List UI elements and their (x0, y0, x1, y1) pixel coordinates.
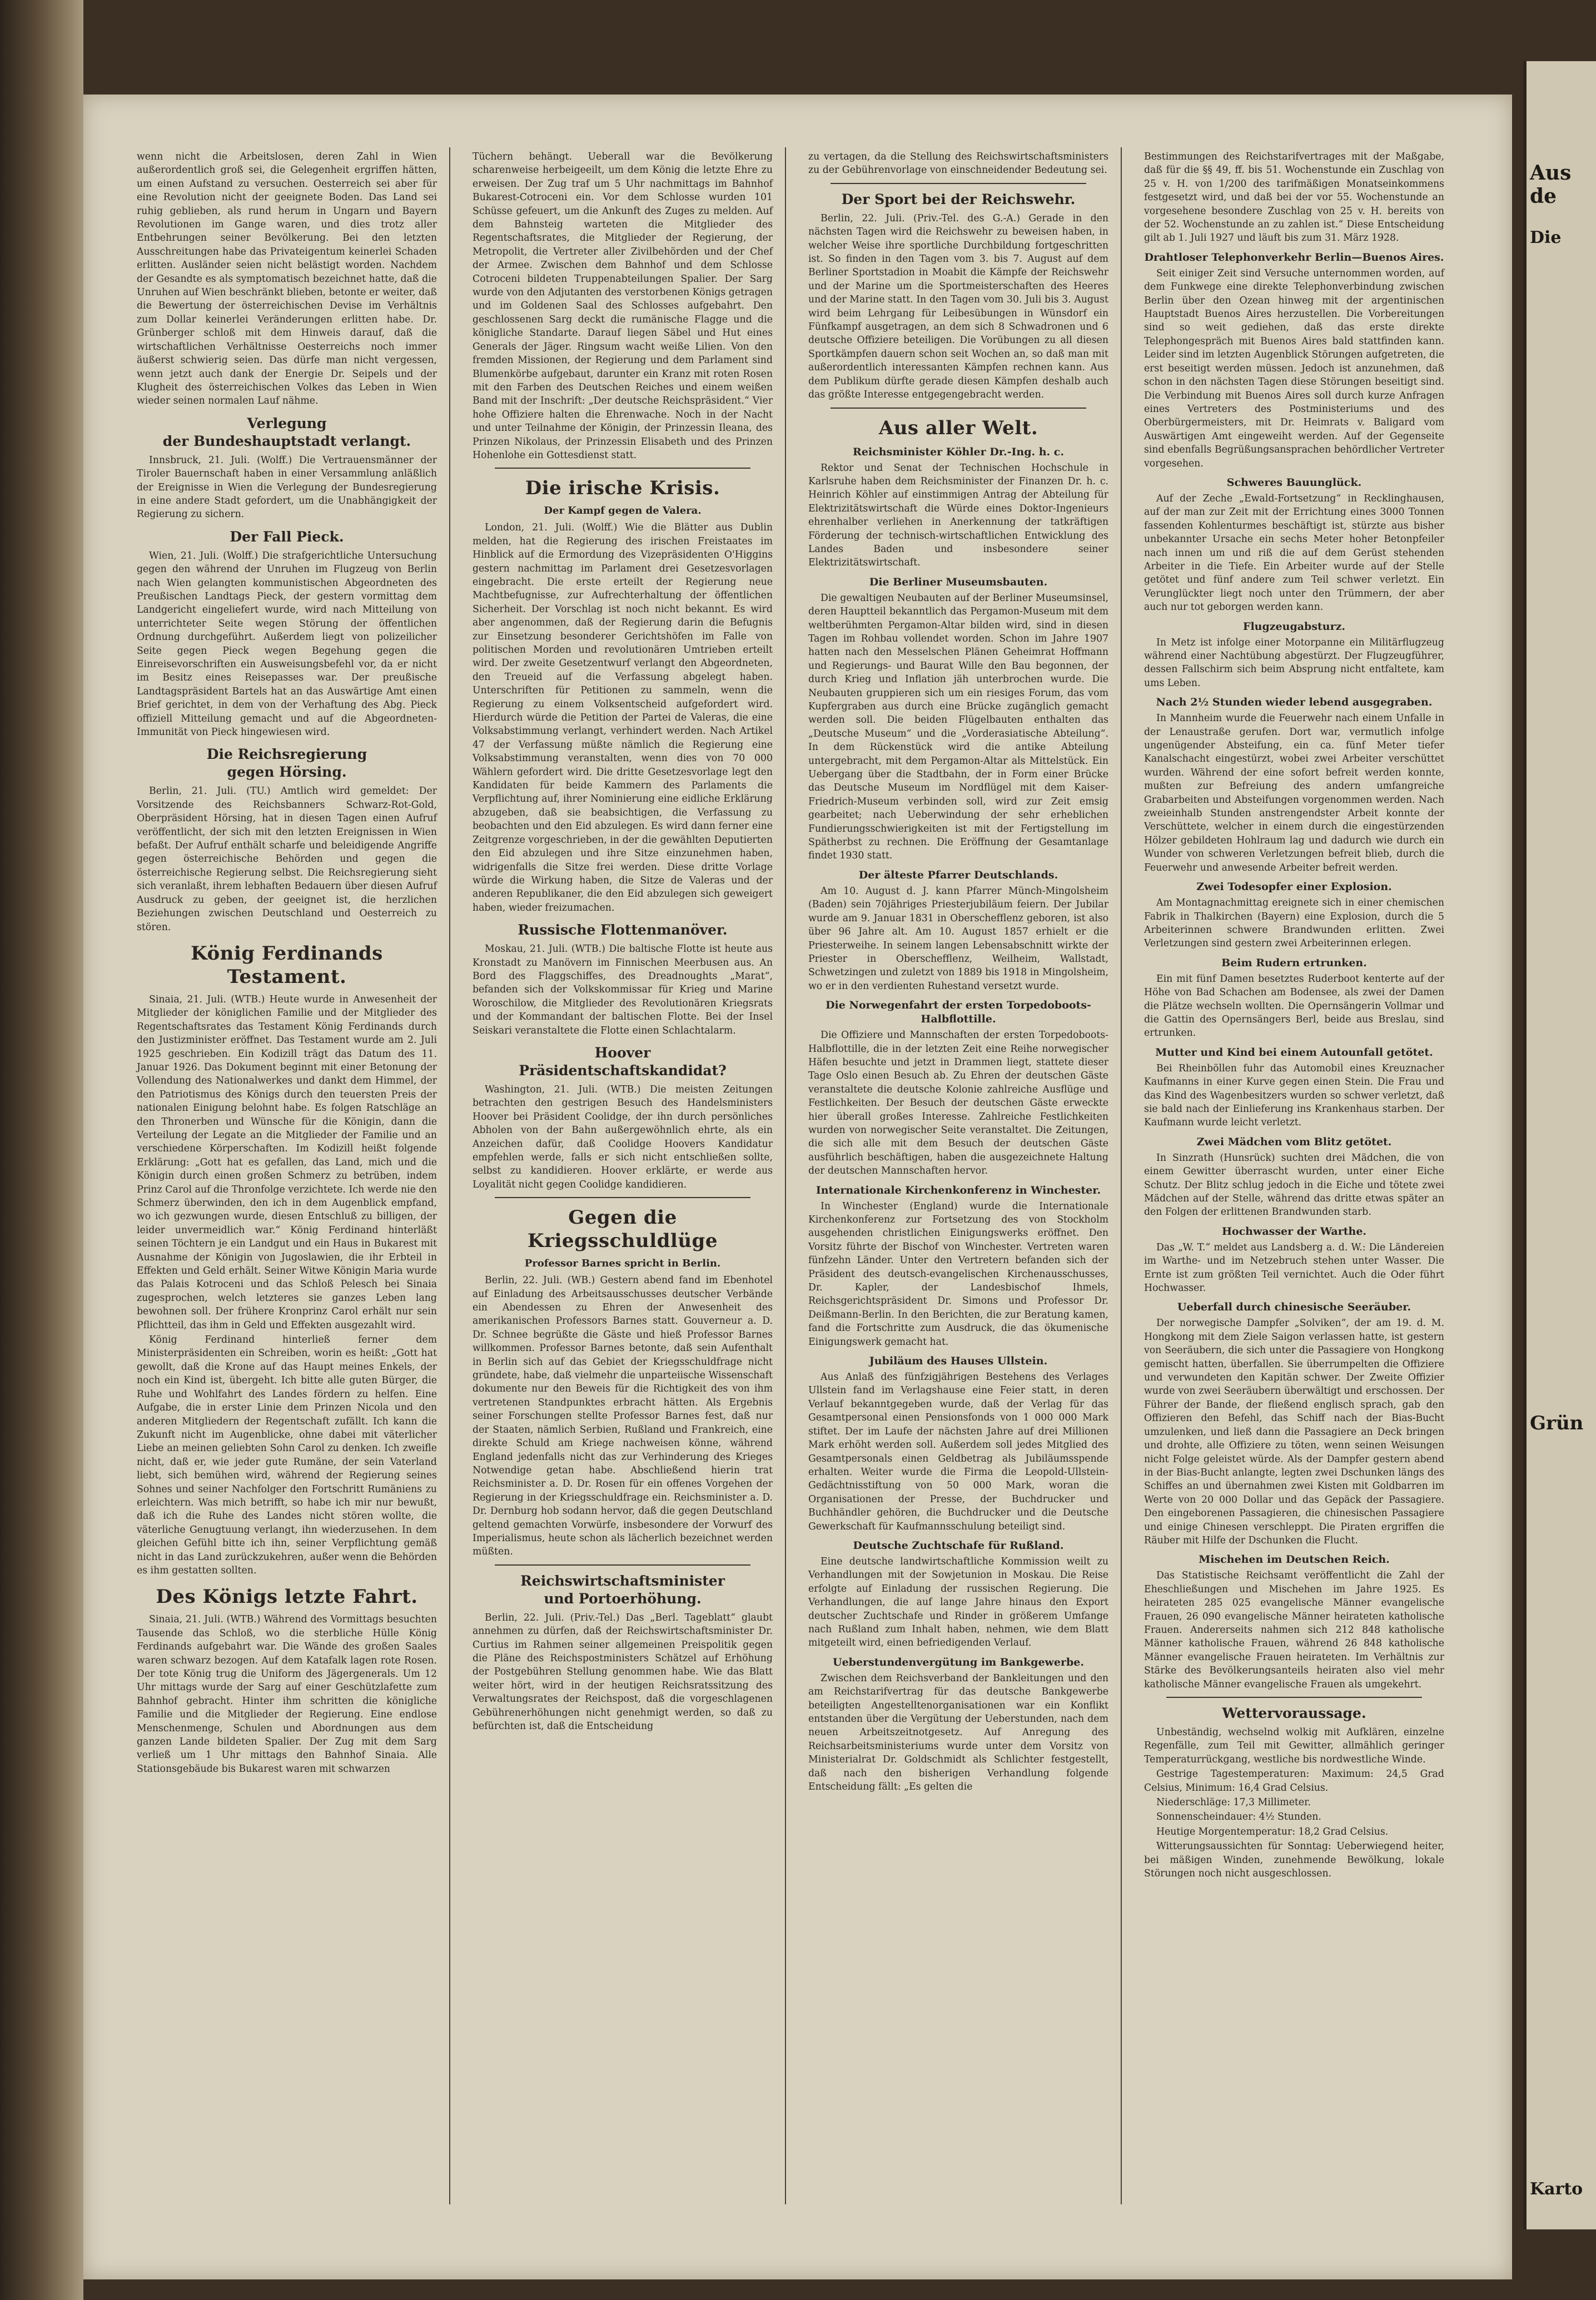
headline: Russische Flottenmanöver. (518, 922, 728, 938)
divider (495, 1564, 750, 1566)
article-text: In Sinzrath (Hunsrück) suchten drei Mädchen, die von einem Gewitter überrascht wurden, unter einer Eiche Schutz. Der Blitz schlug jedoch in die Eiche und tötete zwei Mädchen auf der Stelle, während das dritte etwas später an den Folgen der erlittenen Brandwunden starb. (1144, 1152, 1444, 1218)
divider (495, 468, 750, 469)
column-4 (1144, 150, 1444, 1881)
column-rule (1121, 147, 1122, 2204)
subheadline: Ueberfall durch chinesische Seeräuber. (1177, 1301, 1411, 1314)
headline: Wettervoraussage. (1222, 1705, 1366, 1721)
article-text: In Mannheim wurde die Feuerwehr nach einem Unfalle in der Lenaustraße gerufen. Dort war, vermutlich infolge ungenügender Absteifung, ein ca. fünf Meter tiefer Kanalschacht eingestürzt, wobei zwei Arbeiter verschüttet wurden. Während der eine sofort befreit werden konnte, mußten zur Befreiung des andern umfangreiche Grabarbeiten und Absteifungen vorgenommen werden. Nach zweieinhalb Stunden anstrengendster Arbeit konnte der Verschüttete, welcher in einem durch die eingestürzenden Hölzer gebildeten Hohlraum lag und dadurch wie durch ein Wunder von schweren Verletzungen befreit blieb, durch die Feuerwehr und anwesende Arbeiter befreit werden. (1144, 713, 1444, 873)
headline (137, 746, 437, 781)
article-text: Innsbruck, 21. Juli. (Wolff.) Die Vertrauensmänner der Tiroler Bauernschaft haben in einer Versammlung anläßlich der Ereignisse in Wien die Verlegung der Bundesregierung in eine andere Stadt gefordert, um die Unabhängigkeit der Regierung zu sichern. (137, 454, 437, 520)
weather-text: Witterungsaussichten für Sonntag: Ueberwiegend heiter, bei mäßigen Winden, zunehmende Bewölkung, lokale Störungen noch nicht ausgeschlossen. (1144, 1841, 1444, 1880)
headline: Gegen die Kriegsschuldlüge (528, 1206, 718, 1253)
subheadline: Mutter und Kind bei einem Autounfall getötet. (1155, 1046, 1433, 1059)
subheadline: Drahtloser Telephonverkehr Berlin—Buenos Aires. (1144, 251, 1444, 264)
article-text: Rektor und Senat der Technischen Hochschule in Karlsruhe haben dem Reichsminister der Finanzen Dr. h. c. Heinrich Köhler auf einstimmigen Antrag der Abteilung für Elektrizitätswirtschaft die Würde eines Doktor-Ingenieurs ehrenhalber verliehen in Anerkennung der tatkräftigen Förderung der technisch-wirtschaftlichen Entwicklung des Landes Baden und insbesondere seiner Elektrizitätswirtschaft. (808, 462, 1108, 569)
article-text: wenn nicht die Arbeitslosen, deren Zahl in Wien außerordentlich groß sei, die Gelegenheit ergriffen hätten, um einen Aufstand zu versuchen. Oesterreich sei aber für eine Revolution nicht der geeignete Boden. Das Land sei ruhig geblieben, als rund herum in Ungarn und Bayern Revolutionen im Gange waren, und dies trotz aller Entbehrungen seiner Bevölkerung. Bei den letzten Ausschreitungen habe das Privateigentum keinerlei Schaden erlitten. Ausländer seien nicht belästigt worden. Nachdem der Gesandte es als symptomatisch bezeichnet hatte, daß die Unruhen auf Wien beschränkt blieben, betonte er weiter, daß die Bewertung der österreichischen Devise im Verhältnis zum Dollar keinerlei Veränderungen erlitten habe. Dr. Grünberger schloß mit dem Hinweis darauf, daß die wirtschaftlichen Verhältnisse Oesterreichs noch immer äußerst schwierig seien. Das dürfe man nicht vergessen, wenn jetzt auch dank der Energie Dr. Seipels und der Klugheit des österreichischen Volkes das Leben in Wien wieder seinen normalen Lauf nähme. (137, 151, 437, 407)
headline: Des Königs letzte Fahrt. (156, 1586, 418, 1608)
subheadline: Nach 2½ Stunden wieder lebend ausgegraben. (1156, 696, 1433, 709)
weather-text: Niederschläge: 17,3 Millimeter. (1156, 1797, 1311, 1809)
article-text: Die gewaltigen Neubauten auf der Berliner Museumsinsel, deren Hauptteil bekanntlich das Pergamon-Museum mit dem weltberühmten Pergamon-Altar bilden wird, sind in diesen Tagen im Rohbau vollendet worden. Schon im Jahre 1907 hatten nach den Messelschen Plänen Geheimrat Hoffmann und Regierungs- und Baurat Wille den Bau begonnen, der durch Krieg und Inflation jäh unterbrochen wurde. Die Neubauten gruppieren sich um ein riesiges Forum, das vom Kupfergraben aus durch eine Brücke zugänglich gemacht werden soll. Die beiden Flügelbauten enthalten das „Deutsche Museum“ und die „Vorderasiatische Abteilung“. In dem Rückenstück wird die antike Abteilung untergebracht, mit dem Pergamon-Altar als Mittelstück. Ein Uebergang über die Stadtbahn, der in Form einer Brücke das Deutsche Museum im Nordflügel mit dem Kaiser-Friedrich-Museum verbinden soll, wird zur Zeit emsig gearbeitet; nach Ueberwindung der sehr erheblichen Fundierungsschwierigkeiten ist mit der Fertigstellung im Spätherbst zu rechnen. Die Eröffnung der Gesamtanlage findet 1930 statt. (808, 592, 1108, 862)
subheadline: Zwei Mädchen vom Blitz getötet. (1196, 1135, 1392, 1148)
headline-line: Hoover (594, 1044, 651, 1061)
column-rule (785, 147, 786, 2204)
column-3 (808, 150, 1108, 1795)
subheadline: Hochwasser der Warthe. (1221, 1225, 1367, 1238)
article-text: Am 10. August d. J. kann Pfarrer Münch-Mingolsheim (Baden) sein 70jähriges Priesterjubiläum feiern. Der Jubilar wurde am 9. Januar 1831 in Oberschefflenz geboren, ist also über 96 Jahre alt. Am 10. August 1857 erhielt er die Priesterweihe. In seinem langen Lebensabschnitt wirkte der Priester in Oberschefflenz, Weilheim, Wallstadt, Schwetzingen und zuletzt von 1889 bis 1918 in Mingolsheim, wo er in den verdienten Ruhestand versetzt wurde. (808, 885, 1108, 992)
article-text: König Ferdinand hinterließ ferner dem Ministerpräsidenten ein Schreiben, worin es heißt: „Gott hat gewollt, daß die Krone auf das Haupt meines Enkels, der noch ein Kind ist, übergeht. Ich bitte alle guten Bürger, die Ruhe und Wohlfahrt des Landes fördern zu helfen. Eine Aufgabe, die in erster Linie dem Prinzen Nicola und den anderen Mitgliedern der Regentschaft zufällt. Ich kann die Zukunft nicht im Augenblicke, ohne dabei mit väterlicher Liebe an meinen geliebten Sohn Carol zu denken. Ich zweifle nicht, daß er, wie jeder gute Rumäne, der sein Vaterland liebt, sich bemühen wird, während der Regierung seines Sohnes und seiner Nachfolger den Fortschritt Rumäniens zu erleichtern. Was mich betrifft, so habe ich mir nur bewußt, daß ich die Ruhe des Landes nicht stören wollte, die väterliche Genugtuung verlangt, ihn wiederzusehen. In dem gleichen Gefühl bitte ich ihn, seiner Verpflichtung gemäß nicht in das Land zurückzukehren, außer wenn die Behörden es ihm gestatten sollten. (137, 1334, 437, 1576)
divider (495, 1197, 750, 1198)
subheadline: Die Berliner Museumsbauten. (869, 575, 1048, 588)
section-headline: Aus aller Welt. (878, 416, 1038, 439)
headline (137, 415, 437, 450)
headline-line: der Bundeshauptstadt verlangt. (162, 433, 411, 449)
article-text: Auf der Zeche „Ewald-Fortsetzung“ in Recklinghausen, auf der man zur Zeit mit der Errichtung eines 3000 Tonnen fassenden Kohlenturmes beschäftigt ist, stürzte aus bisher unbekannter Ursache ein sechs Meter hoher Betonpfeiler nach innen um und riß die auf dem Gerüst stehenden Arbeiter in die Tiefe. Ein Arbeiter wurde auf der Stelle getötet und fünf andere zum Teil schwer verletzt. Ein Verunglückter liegt noch unter den Trümmern, der aber auch nur tot geborgen werden kann. (1144, 493, 1444, 613)
article-text: Berlin, 22. Juli. (Priv.-Tel.) Das „Berl. Tageblatt“ glaubt annehmen zu dürfen, daß der Reichswirtschaftsminister Dr. Curtius im Rahmen seiner allgemeinen Preispolitik gegen die Pläne des Reichspostministers Schätzel auf Erhöhung der Postgebühren Stellung genommen habe. Wie das Blatt weiter hört, wird in der heutigen Reichsratssitzung des Verwaltungsrates der Reichspost, daß die vorgeschlagenen Gebührenerhöhungen nicht genehmigt werden, so daß zu befürchten ist, daß die Entscheidung (473, 1612, 773, 1732)
article-text: Moskau, 21. Juli. (WTB.) Die baltische Flotte ist heute aus Kronstadt zu Manövern im Finnischen Meerbusen aus. An Bord des Flaggschiffes, des Dreadnoughts „Marat“, befanden sich der Volkskommissar für Krieg und Marine Woroschilow, die Mitglieder des Revolutionären Kriegsrats und der Kommandant der baltischen Flotte. Bei der Insel Seiskari veranstaltete die Flotte einen Schlachtalarm. (473, 943, 773, 1036)
headline-line: gegen Hörsing. (227, 764, 347, 781)
article-text: Berlin, 22. Juli. (WB.) Gestern abend fand im Ebenhotel auf Einladung des Arbeitsausschusses deutscher Verbände ein Abendessen zu Ehren der Anwesenheit des amerikanischen Professors Barnes statt. Gouverneur a. D. Dr. Schnee begrüßte die Gäste und hieß Professor Barnes willkommen. Professor Barnes betonte, daß sein Aufenthalt in Berlin sich auf das Gebiet der Kriegsschuldfrage nicht gründete, habe, daß vielmehr die unparteiische Wissenschaft dokumente nur den Beweis für die Richtigkeit des von ihm vertretenen Standpunktes erbracht hätten. Als Ergebnis seiner Forschungen stellte Professor Barnes fest, daß nur der Staaten, nämlich Serbien, Rußland und Frankreich, eine direkte Schuld am Kriege nachweisen könne, während England jedenfalls nicht das zur Verhinderung des Krieges Notwendige getan habe. Abschließend hierin trat Reichsminister a. D. Dr. Rosen für ein offenes Vorgehen der Regierung in der Kriegsschuldfrage ein. Reichsminister a. D. Dr. Dernburg hob sodann hervor, daß die gegen Deutschland geltend gemachten Vorwürfe, insbesondere der Vorwurf des Imperialismus, heute schon als lächerlich bezeichnet werden müßten. (473, 1275, 773, 1558)
newspaper-page (83, 95, 1512, 2279)
article-text: Das „W. T.“ meldet aus Landsberg a. d. W.: Die Ländereien im Warthe- und im Netzebruch stehen unter Wasser. Die Ernte ist zum größten Teil vernichtet. Auch die Oder führt Hochwasser. (1144, 1241, 1444, 1294)
article-text: Bestimmungen des Reichstarifvertrages mit der Maßgabe, daß für die §§ 49, ff. bis 51. Wochenstunde ein Zuschlag von 25 v. H. von 1/200 des tarifmäßigen Monatseinkommens festgesetzt wird, und daß bei der vor 55. Wochenstunde an vorgesehene besondere Zuschlag von 25 v. H. bereits von der 52. Wochenstunde an zu zahlen ist.“ Diese Entscheidung gilt ab 1. Juli 1927 und läuft bis zum 31. März 1928. (1144, 151, 1444, 244)
subheadline: Flugzeugabsturz. (1242, 620, 1346, 633)
headline (473, 1572, 773, 1608)
article-text: zu vertagen, da die Stellung des Reichswirtschaftsministers zu der Gebührenvorlage von einschneidender Bedeutung sei. (808, 151, 1108, 176)
adjacent-page-edge (1523, 61, 1596, 2229)
article-text: Der norwegische Dampfer „Solviken“, der am 19. d. M. Hongkong mit dem Ziele Saigon verlassen hatte, ist gestern von Seeräubern, die sich unter die Passagiere von Hongkong gemischt hatten, überfallen. Sie überrumpelten die Offiziere und verwundeten den Kapitän schwer. Der Zweite Offizier wurde von zwei Seeräubern überwältigt und erschossen. Der Führer der Bande, der fließend englisch sprach, gab den Offizieren den Befehl, das Schiff nach der Bias-Bucht umzulenken, und ließ dann die Passagiere an Deck bringen und drohte, alle Offiziere zu töten, wenn seinen Weisungen nicht Folge geleistet würde. Als der Dampfer gestern abend in der Bias-Bucht anlangte, legten zwei Dschunken längs des Schiffes an und übernahmen zwei Kisten mit Goldbarren im Werte von 20 000 Dollar und das Gepäck der Passagiere. Den eingeborenen Passagieren, die chinesischen Passagiere und einige Chinesen verschleppt. Die Piraten ergriffen die Räuber mit Hilfe der Dschunken die Flucht. (1144, 1318, 1444, 1546)
column-1 (137, 150, 437, 1777)
divider (831, 183, 1086, 184)
article-text: Wien, 21. Juli. (Wolff.) Die strafgerichtliche Untersuchung gegen den während der Unruhen im Flugzeug von Berlin nach Wien gelangten kommunistischen Abgeordneten des Preußischen Landtags Pieck, der gestern vormittag dem Landgericht eingeliefert wurde, wird nach Mitteilung von unterrichteter Seite wegen Störung der öffentlichen Ordnung durchgeführt. Außerdem liegt von polizeilicher Seite gegen Pieck wegen Begehung gegen die Einreisevorschriften ein Ausweisungsbefehl vor, da er nicht im Besitz eines Reisepasses war. Der preußische Landtagspräsident Bartels hat an das Auswärtige Amt einen Brief gerichtet, in dem von der Verhaftung des Abg. Pieck offiziell Mitteilung gemacht und auf die Abgeordneten-Immunität von Pieck hingewiesen wird. (137, 550, 437, 738)
headline: König Ferdinands Testament. (191, 942, 383, 988)
subheadline: Zwei Todesopfer einer Explosion. (1196, 881, 1392, 893)
article-text: Am Montagnachmittag ereignete sich in einer chemischen Fabrik in Thalkirchen (Bayern) eine Explosion, durch die 5 Arbeiterinnen schwere Brandwunden erlitten. Zwei Verletzungen sind gestern zwei Arbeiterinnen erlegen. (1144, 897, 1444, 950)
subheadline: Reichsminister Köhler Dr.-Ing. h. c. (853, 445, 1064, 458)
divider (831, 408, 1086, 409)
adjacent-heading-gruen: Grün (1530, 1412, 1584, 1434)
book-gutter (0, 0, 83, 2300)
article-text: Washington, 21. Juli. (WTB.) Die meisten Zeitungen betrachten den gestrigen Besuch des Handelsministers Hoover bei Präsident Coolidge, der ihn durch persönliches Abholen von der Bahn außergewöhnlich ehrte, als ein Anzeichen dafür, daß Coolidge Hoovers Kandidatur empfehlen werde, falls er sich nicht entschließen sollte, selbst zu kandidieren. Hoover erklärte, er werde aus Loyalität nicht gegen Coolidge kandidieren. (473, 1084, 773, 1190)
article-text: Sinaia, 21. Juli. (WTB.) Während des Vormittags besuchten Tausende das Schloß, wo die sterbliche Hülle König Ferdinands aufgebahrt war. Die Wände des großen Saales waren schwarz bezogen. Auf dem Katafalk lagen rote Rosen. Der tote König trug die Uniform des Jägergenerals. Um 12 Uhr mittags wurde der Sarg auf einer Geschützlafette zum Bahnhof gebracht. Hinter ihm schritten die königliche Familie und die Mitglieder der Regierung. Eine endlose Menschenmenge, Schulen und Abordnungen aus dem ganzen Lande bildeten Spalier. Der Zug mit dem Sarg verließ um 1 Uhr mittags den Bahnhof Sinaia. Alle Stationsgebäude bis Bukarest waren mit schwarzen (137, 1614, 437, 1775)
subheadline: Der Kampf gegen de Valera. (544, 505, 702, 517)
subheadline: Der älteste Pfarrer Deutschlands. (858, 868, 1058, 881)
article-text: Die Offiziere und Mannschaften der ersten Torpedoboots-Halbflottille, die in der letzten Zeit eine Reihe norwegischer Häfen besuchte und jetzt in Drammen liegt, stattete dieser Tage Oslo einen Besuch ab. Zu Ehren der deutschen Gäste veranstaltete die deutsche Kolonie zahlreiche Ausflüge und Festlichkeiten. Der Besuch der deutschen Gäste erweckte hier überall großes Interesse. Zahlreiche Festlichkeiten wurden von norwegischer Seite veranstaltet. Die Zeitungen, die sich alle mit dem Besuch der deutschen Gäste ausführlich beschäftigen, haben die ausgezeichnete Haltung der deutschen Mannschaften hervor. (808, 1030, 1108, 1177)
article-text: Aus Anlaß des fünfzigjährigen Bestehens des Verlages Ullstein fand im Verlagshause eine Feier statt, in deren Verlauf bekanntgegeben wurde, daß der Verlag für das Gesamtpersonal einen Pensionsfonds von 1 000 000 Mark stiftet. Der im Laufe der nächsten Jahre auf drei Millionen Mark erhöht werden soll. Außerdem soll jedes Mitglied des Gesamtpersonals einen Geldbetrag als Jubiläumsspende erhalten. Weiter wurde die Firma die Leopold-Ullstein-Gedächtnisstiftung von 50 000 Mark, woran die Organisationen der Presse, der Buchdrucker und Buchhändler gehören, die Buchdrucker und die Deutsche Gewerkschaft für Kaufmannsschulung beteiligt sind. (808, 1372, 1108, 1532)
adjacent-heading-karto: Karto (1530, 2179, 1583, 2199)
headline: Die irische Krisis. (525, 477, 720, 500)
headline-line: Reichswirtschaftsminister (520, 1572, 725, 1589)
adjacent-headline: Aus de (1530, 161, 1572, 208)
headline (473, 1044, 773, 1080)
weather-text: Sonnenscheindauer: 4½ Stunden. (1156, 1811, 1321, 1823)
weather-text: Heutige Morgentemperatur: 18,2 Grad Celsius. (1156, 1826, 1389, 1837)
subheadline: Schweres Bauunglück. (1226, 476, 1362, 489)
article-text: Sinaia, 21. Juli. (WTB.) Heute wurde in Anwesenheit der Mitglieder der königlichen Familie und der Mitglieder des Regentschaftsrates das Testament König Ferdinands durch den Justizminister eröffnet. Das Testament wurde am 2. Juli 1925 geschrieben. Ein Kodizill trägt das Datum des 11. Januar 1926. Das Dokument beginnt mit einer Betonung der Vollendung des Nationalwerkes und dankt dem Himmel, der den Patriotismus des Königs durch den teuersten Preis der nationalen Einigung belohnt habe. Es folgen Ratschläge an den Thronerben und Wünsche für die Königin, dann die Verteilung der Legate an die Mitglieder der Familie und an verschiedene Körperschaften. Im Kodizill heißt folgende Erklärung: „Gott hat es gefallen, das Land, mich und die Königin durch einen großen Schmerz zu betrüben, indem Prinz Carol auf die Thronfolge verzichtete. Ich werde nie den Schmerz überwinden, den ich in dem Augenblick empfand, wo ich gezwungen wurde, diesen Entschluß zu billigen, der leider unvermeidlich war.“ König Ferdinand hinterläßt seinen Töchtern je ein Landgut und ein Haus in Bukarest mit Ausnahme der Königin von Jugoslawien, die ihr Erbteil in Effekten und Geld erhält. Seiner Witwe Königin Maria wurde das Palais Kotroceni und das Schloß Pelesch bei Sinaia zugesprochen, welch letzteres sie ganzes Leben lang bewohnen soll. Der frühere Kronprinz Carol erhält nur sein Pflichtteil, das ihm in Geld und Effekten ausgezahlt wird. (137, 993, 437, 1331)
headline: Der Sport bei der Reichswehr. (841, 191, 1076, 207)
article-text: In Metz ist infolge einer Motorpanne ein Militärflugzeug während einer Nachtübung abgestürzt. Der Flugzeugführer, dessen Fallschirm sich beim Absprung nicht entfaltete, kam ums Leben. (1144, 637, 1444, 689)
headline: Der Fall Pieck. (230, 528, 344, 545)
article-text: London, 21. Juli. (Wolff.) Wie die Blätter aus Dublin melden, hat die Regierung des irischen Freistaates im Hinblick auf die Ermordung des Vizepräsidenten O'Higgins gestern nachmittag im Parlament drei Gesetzesvorlagen eingebracht. Die erste erteilt der Regierung neue Machtbefugnisse, zur Aufrechterhaltung der öffentlichen Sicherheit. Der Vorschlag ist noch nicht bekannt. Es wird aber angenommen, daß der Regierung darin die Befugnis zur Einsetzung besonderer Gerichtshöfen im Falle von politischen Morden und revolutionären Umtrieben erteilt wird. Der zweite Gesetzentwurf verlangt den Abgeordneten, den Treueid auf die Verfassung abgelegt haben. Unterschriften für Petitionen zu sammeln, wenn die Regierung zu einem Volksentscheid aufgefordert wird. Hierdurch würde die Petition der Partei de Valeras, die eine Volksabstimmung verlangt, verhindert werden. Nach Artikel 47 der Verfassung müßte nämlich die Regierung eine Volksabstimmung veranstalten, wenn dies von 70 000 Wählern gefordert wird. Die dritte Gesetzesvorlage legt den Kandidaten für beide Kammern des Parlaments die Verpflichtung auf, ihrer Nominierung eine eidliche Erklärung abzugeben, daß sie beabsichtigen, die Verfassung zu beobachten und den Eid abzulegen. Es wird dann ferner eine Zeitgrenze vorgeschrieben, in der die gewählten Deputierten den Eid abzulegen und ihre Sitze einzunehmen haben, widrigenfalls die Sitze frei werden. Diese dritte Vorlage würde die Wirkung haben, die Sitze de Valeras und der anderen Republikaner, die den Eid abzulegen sich geweigert haben, wieder freizumachen. (473, 522, 773, 913)
subheadline: Jubiläum des Hauses Ullstein. (869, 1355, 1048, 1368)
subheadline: Ueberstundenvergütung im Bankgewerbe. (833, 1656, 1084, 1668)
article-text: Unbeständig, wechselnd wolkig mit Aufklären, einzelne Regenfälle, zum Teil mit Gewitter, allmählich geringer Temperaturrückgang, westliche bis nordwestliche Winde. (1144, 1727, 1444, 1765)
subheadline: Deutsche Zuchtschafe für Rußland. (853, 1539, 1064, 1552)
article-text: Bei Rheinböllen fuhr das Automobil eines Kreuznacher Kaufmanns in einer Kurve gegen einen Stein. Die Frau und das Kind des Wagenbesitzers wurden so schwer verletzt, daß sie bald nach der Einlieferung ins Krankenhaus starben. Der Kaufmann wurde leicht verletzt. (1144, 1062, 1444, 1129)
subheadline: Die Norwegenfahrt der ersten Torpedoboots-Halbflottille. (826, 999, 1091, 1026)
subheadline: Beim Rudern ertrunken. (1221, 956, 1367, 969)
article-text: Zwischen dem Reichsverband der Bankleitungen und den am Reichstarifvertrag für das deutsche Bankgewerbe beteiligten Angestelltenorganisationen war ein Konflikt entstanden über die Vergütung der Ueberstunden, nach dem neuen Arbeitszeitnotgesetz. Auf Anregung des Reichsarbeitsministeriums wurde unter dem Vorsitz von Ministerialrat Dr. Goldschmidt als Schlichter festgestellt, daß nach den bisherigen Verhandlung folgende Entscheidung fällt: „Es gelten die (808, 1672, 1108, 1793)
subheadline: Mischehen im Deutschen Reich. (1199, 1553, 1390, 1566)
article-text: Seit einiger Zeit sind Versuche unternommen worden, auf dem Funkwege eine direkte Telephonverbindung zwischen Berlin über den Ozean hinweg mit der argentinischen Hauptstadt Buenos Aires herzustellen. Die Vorbereitungen sind so weit gediehen, daß das erste direkte Telephongespräch mit Buenos Aires bald stattfinden kann. Leider sind im letzten Augenblick Störungen aufgetreten, die erst beseitigt werden müssen. Jedoch ist anzunehmen, daß schon in den nächsten Tagen diese Störungen beseitigt sind. Die Verbindung mit Buenos Aires soll durch kurze Anfragen eines Vertreters des Postministeriums und des Oberbürgermeisters, mit Dr. Heimrats v. Baligard vom Auswärtigen Amt eingeweiht werden. Auf der Gegenseite sind ebenfalls Begrüßungsansprachen behördlicher Vertreter vorgesehen. (1144, 267, 1444, 469)
column-2 (473, 150, 773, 1734)
subheadline: Internationale Kirchenkonferenz in Winchester. (816, 1184, 1101, 1196)
article-text: Berlin, 21. Juli. (TU.) Amtlich wird gemeldet: Der Vorsitzende des Reichsbanners Schwarz-Rot-Gold, Oberpräsident Hörsing, hat in diesen Tagen einen Aufruf veröffentlicht, der sich mit den letzten Ereignissen in Wien befaßt. Der Aufruf enthält scharfe und beleidigende Angriffe gegen österreichische Behörden und gegen die österreichische Regierung selbst. Die Reichsregierung sieht sich veranlaßt, ihrem lebhaften Bedauern über diesen Aufruf Ausdruck zu geben, der geeignet ist, die herzlichen Beziehungen zwischen Deutschland und Oesterreich zu stören. (137, 786, 437, 933)
subheadline: Professor Barnes spricht in Berlin. (524, 1258, 721, 1270)
headline-line: Verlegung (247, 415, 327, 431)
article-text: Eine deutsche landwirtschaftliche Kommission weilt zu Verhandlungen mit der Sowjetunion in Moskau. Die Reise erfolgte auf Einladung der russischen Regierung. Die Verhandlungen, die auf lange Jahre hinaus den Export deutscher Zuchtschafe und Rinder in größerem Umfange nach Rußland zum Inhalt haben, nehmen, wie dem Blatt mitgeteilt wird, einen befriedigenden Verlauf. (808, 1556, 1108, 1649)
article-text: Berlin, 22. Juli. (Priv.-Tel. des G.-A.) Gerade in den nächsten Tagen wird die Reichswehr zu beweisen haben, in welcher Weise ihre sportliche Durchbildung fortgeschritten ist. So finden in den Tagen vom 3. bis 7. August auf dem Berliner Sportstadion in Moabit die Kämpfe der Reichswehr und der Marine um die Sportmeisterschaften des Heeres und der Marine statt. In den Tagen vom 30. Juli bis 3. August wird beim Lehrgang für Leibesübungen in Wünsdorf ein Fünfkampf ausgetragen, an dem sich 8 Schwadronen und 6 deutsche Offiziere beteiligen. Die Vorübungen zu all diesen Sportkämpfen dauern schon seit Wochen an, so daß man mit außerordentlich interessanten Kämpfen rechnen kann. Aus dem Publikum dürfte gerade diesen Kämpfen deshalb auch das größte Interesse entgegengebracht werden. (808, 212, 1108, 401)
article-text: Tüchern behängt. Ueberall war die Bevölkerung scharenweise herbeigeeilt, um dem König die letzte Ehre zu erweisen. Der Zug traf um 5 Uhr nachmittags im Bahnhof Bukarest-Cotroceni ein. Vor dem Schlosse wurden 101 Schüsse gefeuert, um die Ankunft des Zuges zu melden. Auf dem Bahnsteig warteten die Mitglieder des Regentschaftsrates, die Mitglieder der Regierung, der Metropolit, die Vertreter aller Zivilbehörden und der Chef der Armee. Zwischen dem Bahnhof und dem Schlosse Cotroceni bildeten Truppenabteilungen Spalier. Der Sarg wurde von den Adjutanten des verstorbenen Königs getragen und im Goldenen Saal des Schlosses aufgebahrt. Den geschlossenen Sarg deckt die rumänische Flagge und die königliche Standarte. Darauf liegen Säbel und Hut eines Generals der Jäger. Ringsum wacht weiße Lilien. Von den fremden Missionen, der Regierung und dem Parlament sind Blumenkörbe aufgebaut, darunter ein Kranz mit roten Rosen mit den Farben des Deutschen Reiches und einem weißen Band mit der Inschrift: „Der deutsche Reichspräsident.“ Vier hohe Offiziere halten die Ehrenwache. Noch in der Nacht und unter Teilnahme der Königin, der Prinzessin Ileana, des Prinzen Nikolaus, der Prinzessin Elisabeth und des Prinzen Hohenlohe ein Gottesdienst statt. (473, 151, 773, 461)
column-rule (449, 147, 450, 2204)
divider (1166, 1697, 1422, 1698)
weather-text: Gestrige Tagestemperaturen: Maximum: 24,5 Grad Celsius, Minimum: 16,4 Grad Celsius. (1144, 1769, 1444, 1794)
adjacent-subhead: Die (1530, 228, 1562, 247)
headline-line: Präsidentschaftskandidat? (519, 1062, 727, 1079)
headline-line: Die Reichsregierung (206, 746, 367, 763)
article-text: Das Statistische Reichsamt veröffentlicht die Zahl der Eheschließungen und Mischehen im Jahre 1925. Es heirateten 285 025 evangelische Männer evangelische Frauen, 26 090 evangelische Männer heirateten katholische Frauen. Andererseits nahmen sich 212 848 katholische Männer katholische Frauen, während 26 848 katholische Männer evangelische Frauen heirateten. Im Verhältnis zur Stärke des Bevölkerungsanteils heiraten also viel mehr katholische Männer evangelische Frauen als umgekehrt. (1144, 1570, 1444, 1690)
headline-line: und Portoerhöhung. (544, 1590, 702, 1607)
article-text: Ein mit fünf Damen besetztes Ruderboot kenterte auf der Höhe von Bad Schachen am Bodensee, als zwei der Damen die Plätze wechseln wollten. Die Opernsängerin Vollmar und die Gattin des Opernsängers Berl, beide aus Breslau, sind ertrunken. (1144, 973, 1444, 1039)
article-text: In Winchester (England) wurde die Internationale Kirchenkonferenz zur Fortsetzung des von Stockholm ausgehenden christlichen Einigungswerks eröffnet. Den Vorsitz führte der Bischof von Winchester. Vertreten waren fünfzehn Länder. Unter den Vertretern befanden sich der Präsident des deutsch-evangelischen Kirchenausschusses, Dr. Kapler, der Landesbischof Ihmels, Reichsgerichtspräsident Dr. Simons und Professor Dr. Deißmann-Berlin. In den Berichten, die zur Beratung kamen, fand die Fortschritte zum Ausdruck, die das ökumenische Einigungswerk gemacht hat. (808, 1200, 1108, 1348)
